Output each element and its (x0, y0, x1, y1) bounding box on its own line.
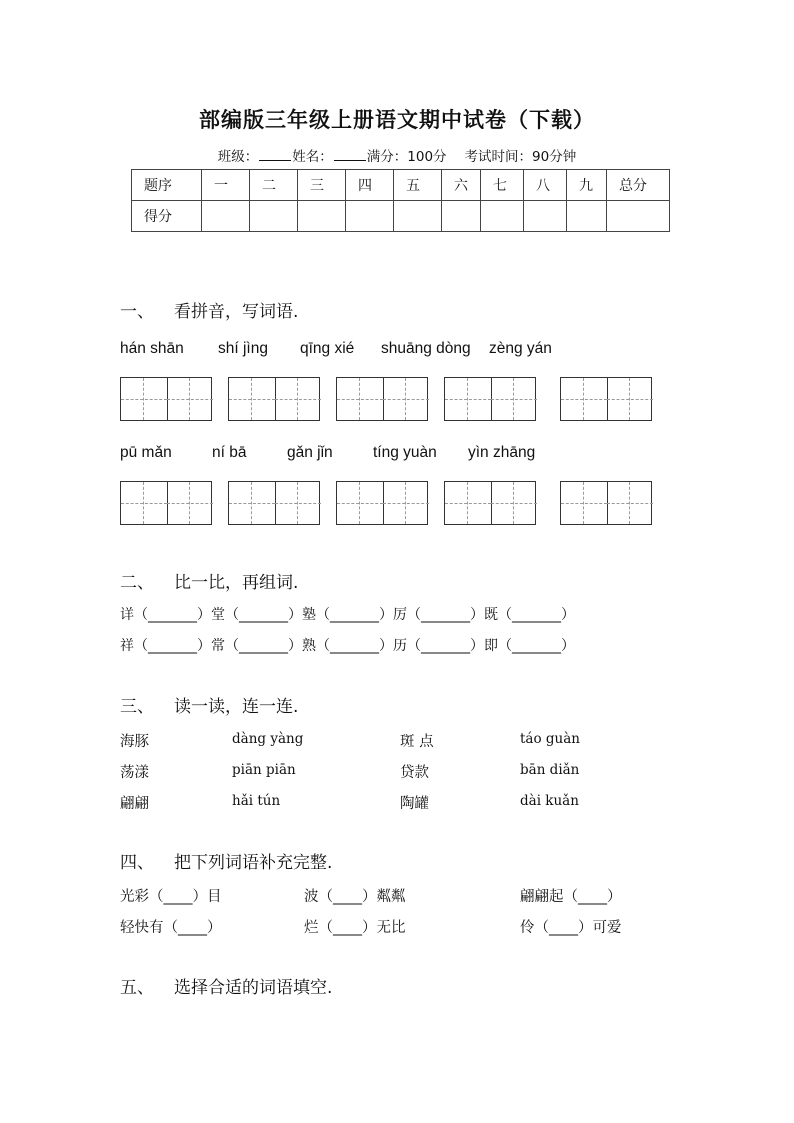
section-number: 二、 (120, 573, 154, 593)
section-number: 四、 (120, 853, 154, 873)
section-1-heading (120, 297, 298, 322)
character: 既 (484, 607, 498, 623)
section-title: 看拼音，写词语. (174, 302, 299, 322)
character: 即 (484, 638, 498, 654)
score-cell[interactable] (298, 201, 346, 232)
pinyin: shuāng dòng (381, 340, 471, 357)
match-pinyin[interactable]: dàng yàng (232, 731, 304, 747)
match-word[interactable]: 翩翩 (120, 796, 149, 812)
word-blank[interactable]: （_______） (225, 607, 302, 623)
pinyin: shí jìng (218, 340, 268, 357)
score-cell[interactable] (202, 201, 250, 232)
word-blank[interactable]: （_______） (134, 607, 211, 623)
section-5-heading (120, 973, 332, 998)
match-pinyin[interactable]: táo guàn (520, 731, 580, 747)
section-title: 比一比，再组词. (174, 573, 299, 593)
pinyin: zèng yán (489, 340, 552, 357)
table-header-cell: 五 (394, 170, 442, 201)
pinyin: gǎn jǐn (287, 444, 333, 461)
compare-row-2 (120, 635, 575, 655)
fill-item[interactable]: 波（____）粼粼 (304, 889, 406, 905)
score-cell[interactable] (346, 201, 394, 232)
page-title: 部编版三年级上册语文期中试卷（下载） (199, 108, 595, 132)
score-cell[interactable] (442, 201, 481, 232)
writing-grid[interactable] (120, 481, 212, 525)
pinyin: qīng xié (300, 340, 355, 357)
section-number: 三、 (120, 697, 154, 717)
match-pinyin[interactable]: hǎi tún (232, 793, 281, 809)
full-score: 满分：100分 (366, 149, 447, 165)
pinyin: ní bā (212, 444, 247, 461)
section-3-heading (120, 692, 298, 717)
word-blank[interactable]: （_______） (316, 607, 393, 623)
fill-item[interactable]: 轻快有（____） (120, 920, 222, 936)
table-header-cell: 一 (202, 170, 250, 201)
score-cell[interactable] (394, 201, 442, 232)
section-2-heading (120, 568, 298, 593)
class-label: 班级： (217, 149, 259, 165)
writing-grid[interactable] (336, 377, 428, 421)
match-pinyin[interactable]: dài kuǎn (520, 793, 579, 809)
writing-grid[interactable] (560, 377, 652, 421)
score-cell[interactable] (524, 201, 567, 232)
section-title: 把下列词语补充完整. (174, 853, 333, 873)
table-header-cell: 六 (442, 170, 481, 201)
word-blank[interactable]: （_______） (407, 607, 484, 623)
name-label: 姓名： (292, 149, 333, 165)
character: 常 (211, 638, 225, 654)
writing-grid[interactable] (120, 377, 212, 421)
writing-grid[interactable] (560, 481, 652, 525)
score-table-header (132, 170, 670, 201)
table-header-cell: 题序 (132, 170, 202, 201)
character: 堂 (211, 607, 225, 623)
match-pinyin[interactable]: bān diǎn (520, 762, 580, 778)
table-header-cell: 三 (298, 170, 346, 201)
pinyin: yìn zhāng (468, 444, 536, 461)
writing-grid[interactable] (444, 377, 536, 421)
table-header-cell: 二 (250, 170, 298, 201)
character: 祥 (120, 638, 134, 654)
match-word[interactable]: 荡漾 (120, 765, 149, 781)
character: 熟 (302, 638, 316, 654)
character: 厉 (393, 607, 407, 623)
section-number: 五、 (120, 978, 154, 998)
exam-time: 考试时间：90分钟 (464, 149, 577, 165)
writing-grid[interactable] (336, 481, 428, 525)
fill-item[interactable]: 伶（____）可爱 (520, 920, 622, 936)
word-blank[interactable]: （_______） (498, 607, 575, 623)
table-header-cell: 四 (346, 170, 394, 201)
table-row-label: 得分 (132, 201, 202, 232)
exam-info (0, 145, 794, 165)
score-cell[interactable] (250, 201, 298, 232)
table-header-cell: 总分 (607, 170, 670, 201)
section-title: 选择合适的词语填空. (174, 978, 333, 998)
score-cell[interactable] (481, 201, 524, 232)
character: 详 (120, 607, 134, 623)
match-word[interactable]: 陶罐 (400, 796, 429, 812)
character: 塾 (302, 607, 316, 623)
class-blank[interactable] (259, 148, 291, 161)
pinyin: pū mǎn (120, 444, 172, 461)
word-blank[interactable]: （_______） (498, 638, 575, 654)
table-header-cell: 七 (481, 170, 524, 201)
fill-item[interactable]: 翩翩起（____） (520, 889, 622, 905)
fill-item[interactable]: 光彩（____）目 (120, 889, 222, 905)
writing-grid[interactable] (228, 377, 320, 421)
section-title: 读一读，连一连. (174, 697, 299, 717)
match-word[interactable]: 贷款 (400, 765, 429, 781)
compare-row-1 (120, 604, 575, 624)
score-cell[interactable] (607, 201, 670, 232)
match-word[interactable]: 海豚 (120, 734, 149, 750)
writing-grid[interactable] (228, 481, 320, 525)
fill-item[interactable]: 烂（____）无比 (304, 920, 406, 936)
section-number: 一、 (120, 302, 154, 322)
word-blank[interactable]: （_______） (134, 638, 211, 654)
table-header-cell: 九 (567, 170, 607, 201)
word-blank[interactable]: （_______） (225, 638, 302, 654)
score-cell[interactable] (567, 201, 607, 232)
word-blank[interactable]: （_______） (316, 638, 393, 654)
score-table-row (132, 201, 670, 232)
match-pinyin[interactable]: piān piān (232, 762, 296, 778)
pinyin: tíng yuàn (373, 444, 437, 461)
writing-grid[interactable] (444, 481, 536, 525)
word-blank[interactable]: （_______） (407, 638, 484, 654)
name-blank[interactable] (334, 148, 366, 161)
table-header-cell: 八 (524, 170, 567, 201)
section-4-heading (120, 848, 332, 873)
match-word[interactable]: 斑 点 (400, 734, 434, 750)
character: 历 (393, 638, 407, 654)
pinyin: hán shān (120, 340, 184, 357)
score-table (131, 169, 670, 232)
